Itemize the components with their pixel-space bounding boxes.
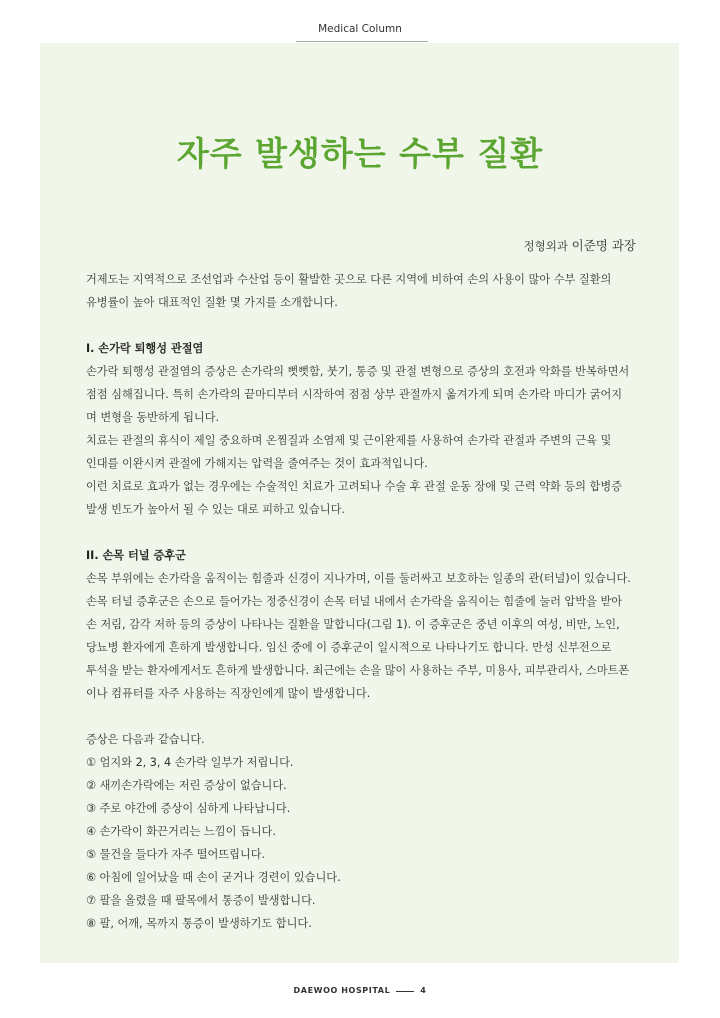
symptom-item: ④ 손가락이 화끈거리는 느낌이 듭니다. (86, 825, 276, 838)
paragraph-line: 이나 컴퓨터를 자주 사용하는 직장인에게 많이 발생합니다. (86, 687, 371, 700)
footer-divider (396, 991, 414, 992)
symptom-item: ② 새끼손가락에는 저린 증상이 없습니다. (86, 779, 287, 792)
symptom-item: ⑦ 팔을 올렸을 때 팔목에서 통증이 발생합니다. (86, 894, 316, 907)
paragraph-line: 발생 빈도가 높아서 될 수 있는 대로 피하고 있습니다. (86, 503, 345, 516)
paragraph-line: 투석을 받는 환자에게서도 흔하게 발생합니다. 최근에는 손을 많이 사용하는 주부, 미용사, 피부관리사, 스마트폰 (86, 664, 630, 677)
symptom-item: ① 엄지와 2, 3, 4 손가락 일부가 저립니다. (86, 756, 294, 769)
paragraph-line: 인대를 이완시켜 관절에 가해지는 압력을 줄여주는 것이 효과적입니다. (86, 457, 428, 470)
paragraph-line: 이런 치료로 효과가 없는 경우에는 수술적인 치료가 고려되나 수술 후 관절 운동 장애 및 근력 약화 등의 합병증 (86, 480, 622, 493)
intro-line: 거제도는 지역적으로 조선업과 수산업 등이 활발한 곳으로 다른 지역에 비하여 손의 사용이 많아 수부 질환의 (86, 273, 612, 286)
paragraph-line: 손목 부위에는 손가락을 움직이는 힘줄과 신경이 지나가며, 이를 둘러싸고 보호하는 일종의 관(터널)이 있습니다. (86, 572, 631, 585)
page-footer (0, 986, 720, 995)
article-body (86, 268, 638, 935)
section-heading-carpal-tunnel: II. 손목 터널 증후군 (86, 549, 186, 562)
paragraph-line: 손가락 퇴행성 관절염의 증상은 손가락의 뻣뻣함, 붓기, 통증 및 관절 변형으로 증상의 호전과 악화를 반복하면서 (86, 365, 630, 378)
article-title: 자주 발생하는 수부 질환 (176, 134, 544, 173)
page-number: 4 (420, 986, 427, 995)
symptom-item: ⑥ 아침에 일어났을 때 손이 굳거나 경련이 있습니다. (86, 871, 341, 884)
author-byline (524, 236, 636, 254)
publication-name: DAEWOO HOSPITAL (293, 986, 391, 995)
paragraph-line: 며 변형을 동반하게 됩니다. (86, 411, 220, 424)
paragraph-line: 당뇨병 환자에게 흔하게 발생합니다. 임신 중에 이 증후군이 일시적으로 나타나기도 합니다. 만성 신부전으로 (86, 641, 612, 654)
author-name: 이준명 과장 (571, 238, 636, 253)
paragraph-line: 점점 심해집니다. 특히 손가락의 끝마디부터 시작하여 점점 상부 관절까지 옮겨가게 되며 손가락 마디가 굵어지 (86, 388, 623, 401)
author-department: 정형외과 (523, 239, 572, 253)
paragraph-line: 치료는 관절의 휴식이 제일 중요하며 온찜질과 소염제 및 근이완제를 사용하여 손가락 관절과 주변의 근육 및 (86, 434, 612, 447)
paragraph-line: 손 저림, 감각 저하 등의 증상이 나타나는 질환을 말합니다(그림 1). 이 증후군은 중년 이후의 여성, 비만, 노인, (86, 618, 620, 631)
symptoms-intro: 증상은 다음과 같습니다. (86, 733, 205, 746)
column-label: Medical Column (318, 23, 402, 35)
intro-line: 유병률이 높아 대표적인 질환 몇 가지를 소개합니다. (86, 296, 338, 309)
header-divider (296, 41, 428, 42)
paragraph-line: 손목 터널 증후군은 손으로 들어가는 정중신경이 손목 터널 내에서 손가락을 움직이는 힘줄에 눌러 압박을 받아 (86, 595, 623, 608)
symptom-item: ③ 주로 야간에 증상이 심하게 나타납니다. (86, 802, 291, 815)
section-heading-arthritis: I. 손가락 퇴행성 관절염 (86, 342, 204, 355)
symptom-item: ⑧ 팔, 어깨, 목까지 통증이 발생하기도 합니다. (86, 917, 312, 930)
symptom-item: ⑤ 물건을 들다가 자주 떨어뜨립니다. (86, 848, 266, 861)
